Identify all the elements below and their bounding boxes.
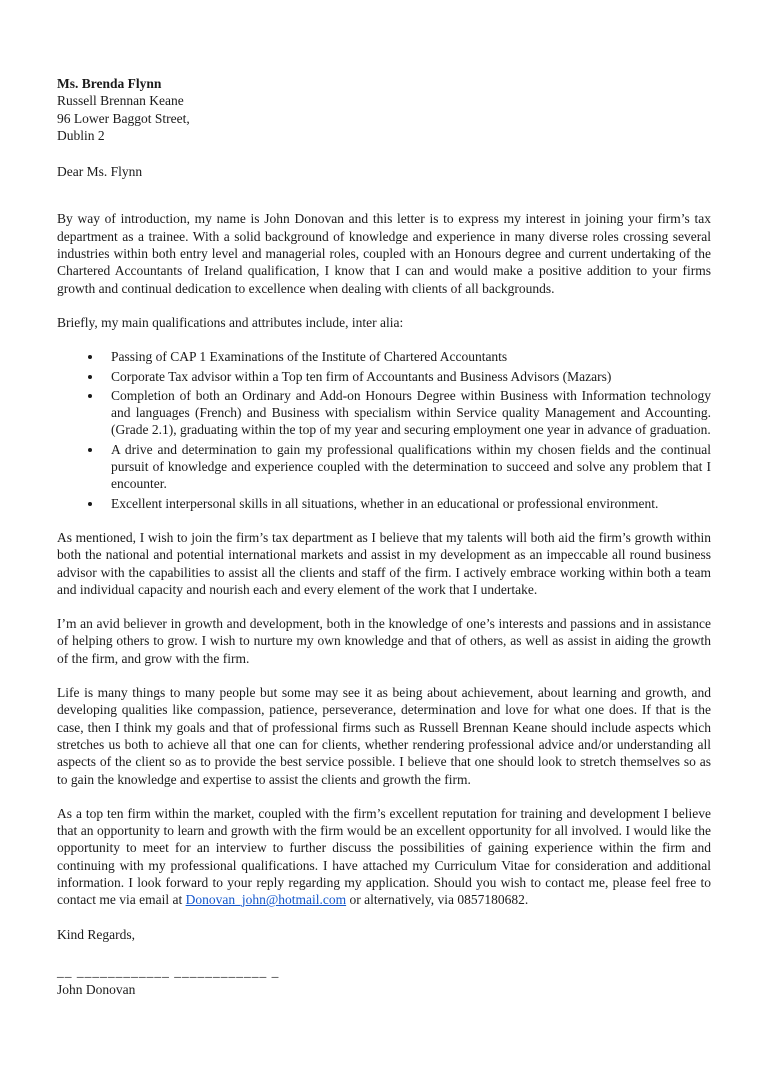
paragraph-life-philosophy: Life is many things to many people but some may see it as being about achievement, about learning and growth, and developing qualities like compassion, patience, perseverance, determination and love for what one does. If that is the case, then I think my goals and that of professional firms such as Russell Brennan Keane should include aspects which stretches us both to achieve all that one can for clients, whether rendering professional advice and/or understanding all aspects of the client so as to provide the best service possible. I believe that one should look to stretch themselves so as to gain the knowledge and expertise to assist the clients and growth the firm. <box>57 685 711 787</box>
paragraph-tax-department: As mentioned, I wish to join the firm’s tax department as I believe that my talents will both aid the firm’s growth within both the national and potential international markets and assist in my development as an impeccable all round business advisor with the capabilities to assist all the clients and staff of the firm. I actively embrace working within both a team and individual capacity and nourish each and every element of the work that I undertake. <box>57 529 711 597</box>
qualification-item: • Passing of CAP 1 Examinations of the Institute of Chartered Accountants <box>103 348 711 365</box>
qualification-item: • A drive and determination to gain my professional qualifications within my chosen fields and the continual pursuit of knowledge and experience coupled with the determination to succeed and solve any problem that I encounter. <box>103 441 711 493</box>
qualification-item: • Corporate Tax advisor within a Top ten firm of Accountants and Business Advisors (Mazars) <box>103 368 711 385</box>
recipient-name: Ms. Brenda Flynn <box>57 76 162 91</box>
signature-name: John Donovan <box>57 982 136 998</box>
recipient-city: Dublin 2 <box>57 127 105 143</box>
salutation: Dear Ms. Flynn <box>57 164 143 180</box>
qualifications-list <box>57 348 711 512</box>
signoff: Kind Regards, <box>57 926 135 942</box>
paragraph-qualifications-lead: Briefly, my main qualifications and attributes include, inter alia: <box>57 314 404 330</box>
recipient-street: 96 Lower Baggot Street, <box>57 110 190 126</box>
qualification-item: • Completion of both an Ordinary and Add-on Honours Degree within Business with Information technology and languages (French) and Business with specialism within Service quality Management and Accounting. (Grade 2.1), graduating within the top of my year and securing employment one year in advance of graduation. <box>103 387 711 439</box>
recipient-address-block <box>57 75 711 144</box>
closing-text-after-email: or alternatively, via 0857180682. <box>346 892 529 908</box>
qualification-item: • Excellent interpersonal skills in all situations, whether in an educational or professional environment. <box>103 495 711 512</box>
signature-line: __ ____________ ____________ _ <box>57 963 280 979</box>
email-link[interactable]: Donovan_john@hotmail.com <box>185 892 347 908</box>
signature-block <box>57 963 711 999</box>
recipient-company: Russell Brennan Keane <box>57 93 184 109</box>
paragraph-growth-belief: I’m an avid believer in growth and development, both in the knowledge of one’s interests and passions and in assistance of helping others to grow. I wish to nurture my own knowledge and that of others, as well as assist in aiding the growth of the firm, and grow with the firm. <box>57 616 711 666</box>
paragraph-introduction: By way of introduction, my name is John Donovan and this letter is to express my interest in joining your firm’s tax department as a trainee. With a solid background of knowledge and experience in many diverse roles crossing several industries within both entry level and managerial roles, coupled with an Honours degree and current undertaking of the Chartered Accountants of Ireland qualification, I know that I can and would make a positive addition to your firms growth and continual dedication to excellence when dealing with clients of all backgrounds. <box>57 211 711 296</box>
closing-text-before-email: As a top ten firm within the market, coupled with the firm’s excellent reputation for training and development I believe that an opportunity to learn and growth with the firm would be an excellent opportunity for all involved. I would like the opportunity to meet for an interview to further discuss the possibilities of gaining experience within the firm and continuing with my professional qualifications. I have attached my Curriculum Vitae for consideration and additional information. I look forward to your reply regarding my application. Should you wish to contact me, please feel free to contact me via email at <box>57 805 711 908</box>
paragraph-closing <box>57 805 711 909</box>
